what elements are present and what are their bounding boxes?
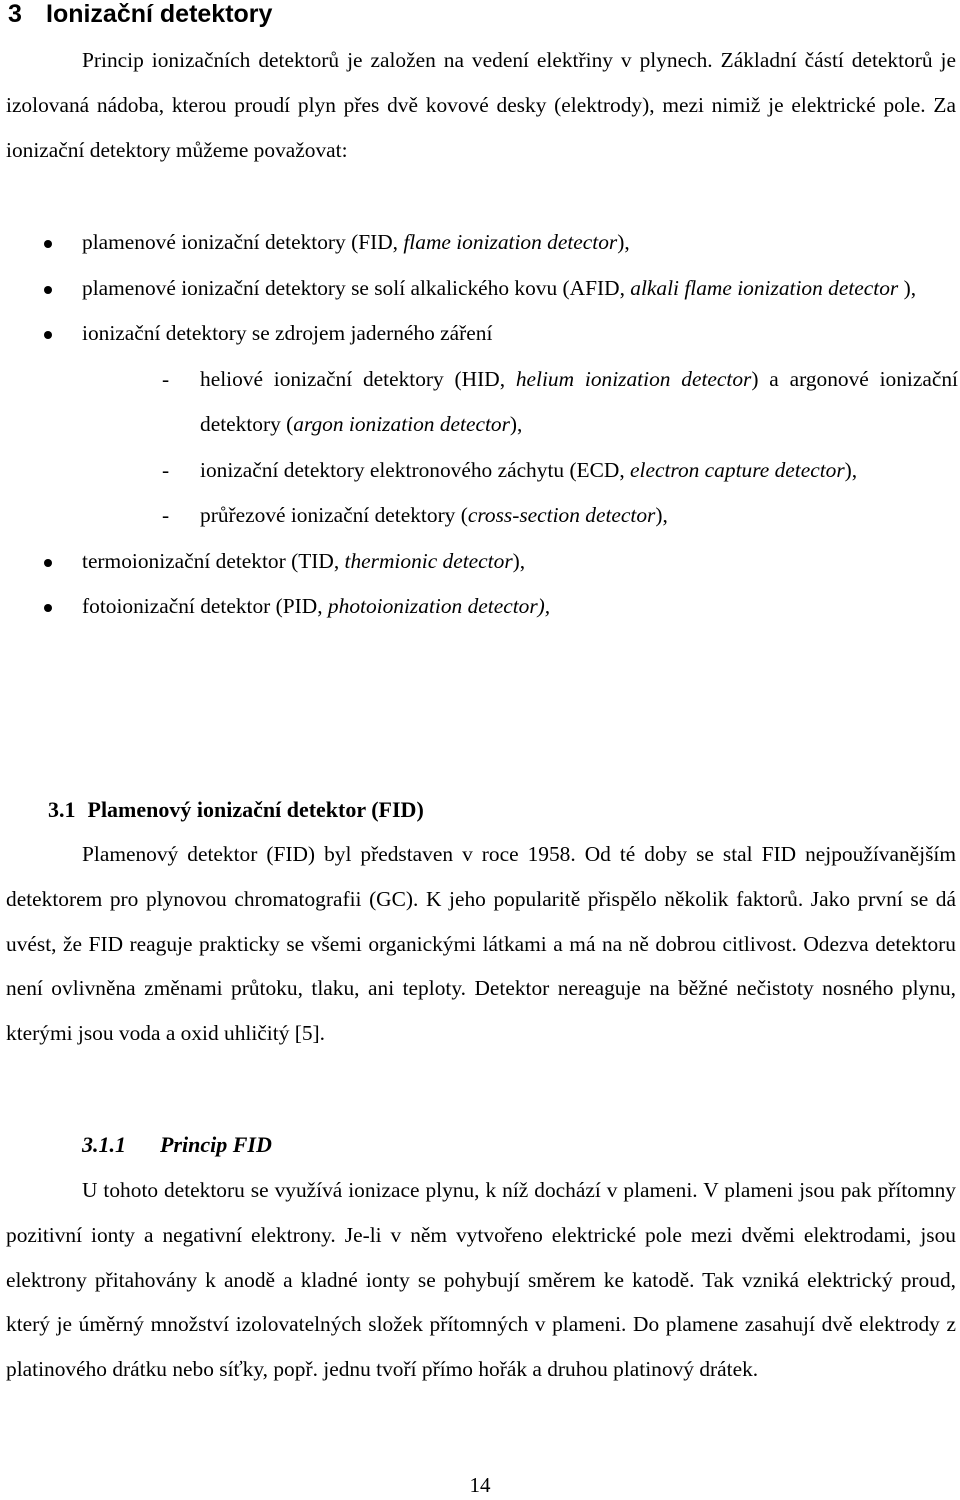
sub-list-item bbox=[0, 357, 958, 448]
subsection-number: 3.1 bbox=[48, 797, 76, 822]
list-item-tail: ), bbox=[617, 230, 630, 254]
list-item-italic: photoionization detector), bbox=[327, 594, 551, 618]
dash-marker: - bbox=[162, 366, 170, 391]
list-item bbox=[0, 584, 958, 630]
sub-item-text: ionizační detektory elektronového záchytu (ECD, bbox=[200, 457, 631, 482]
subsubsection-number: 3.1.1 bbox=[82, 1132, 126, 1157]
sub-item-tail: ), bbox=[509, 412, 523, 436]
bullet-icon bbox=[44, 559, 52, 567]
list-item-italic: alkali flame ionization detector bbox=[630, 275, 899, 300]
sub-item-text: průřezové ionizační detektory ( bbox=[200, 503, 468, 527]
sub-item-italic: electron capture detector bbox=[630, 457, 845, 482]
subsection-heading bbox=[48, 794, 424, 826]
sub-item-italic: helium ionization detector bbox=[515, 366, 752, 391]
list-item-text: plamenové ionizační detektory se solí alkalického kovu (AFID, bbox=[82, 275, 631, 300]
section-heading bbox=[8, 0, 272, 30]
sub-item-italic: cross-section detector bbox=[467, 503, 656, 527]
list-item-text: plamenové ionizační detektory (FID, bbox=[82, 230, 404, 254]
sub-item-mid: ) a argonové ionizační detektory ( bbox=[200, 366, 958, 436]
section-intro-paragraph: Princip ionizačních detektorů je založen na vedení elektřiny v plynech. Základní částí detektorů je izolovaná nádoba, kterou proudí plyn přes dvě kovové desky (elektrody), mezi nimiž je elektrické pole. Za ionizační detektory můžeme považovat: bbox=[6, 48, 956, 162]
section-title: Ionizační detektory bbox=[46, 0, 273, 28]
bullet-icon bbox=[44, 331, 52, 339]
detector-list bbox=[0, 220, 958, 630]
subsection-title: Plamenový ionizační detektor (FID) bbox=[87, 797, 424, 822]
sub-list-item bbox=[0, 493, 958, 539]
sub-list-item bbox=[0, 448, 958, 494]
list-item bbox=[0, 311, 958, 539]
list-item-text: termoionizační detektor (TID, bbox=[82, 548, 345, 573]
subsubsection-paragraph: U tohoto detektoru se využívá ionizace plynu, k níž dochází v plameni. V plameni jsou pak přítomny pozitivní ionty a negativní elektrony. Je-li v něm vytvořeno elektrické pole mezi dvěmi elektrodami, jsou elektrony přitahovány k anodě a kladné ionty se pohybují směrem ke katodě. Tak vzniká elektrický proud, který je úměrný množství izolovatelných složek přítomných v plameni. Do plamene zasahují dvě elektrody z platinového drátku nebo síťky, popř. jednu tvoří přímo hořák a druhou platinový drátek. bbox=[6, 1178, 956, 1382]
bullet-icon bbox=[44, 604, 52, 612]
list-item-text: fotoionizační detektor (PID, bbox=[82, 594, 328, 618]
list-item bbox=[0, 220, 958, 266]
list-item-text: ionizační detektory se zdrojem jaderného záření bbox=[82, 321, 493, 345]
dash-marker: - bbox=[162, 503, 170, 527]
sub-item-tail: ), bbox=[844, 457, 858, 482]
section-number: 3 bbox=[8, 0, 22, 28]
subsection-paragraph: Plamenový detektor (FID) byl představen v roce 1958. Od té doby se stal FID nejpoužívanějším detektorem pro plynovou chromatografii (GC). K jeho popularitě přispělo několik faktorů. Jako první se dá uvést, že FID reaguje prakticky se všemi organickými látkami a má na ně dobrou citlivost. Odezva detektoru není ovlivněna změnami průtoku, tlaku, ani teploty. Detektor nereaguje na běžné nečistoty nosného plynu, kterými jsou voda a oxid uhličitý [5]. bbox=[6, 842, 956, 1046]
sub-list bbox=[82, 357, 958, 539]
bullet-icon bbox=[44, 240, 52, 248]
list-item-italic: thermionic detector bbox=[344, 548, 513, 573]
list-item-italic: flame ionization detector bbox=[403, 230, 618, 254]
subsubsection-title: Princip FID bbox=[160, 1132, 272, 1157]
subsubsection-heading bbox=[82, 1129, 272, 1161]
dash-marker: - bbox=[162, 457, 170, 482]
list-item bbox=[0, 539, 958, 585]
bullet-icon bbox=[44, 286, 52, 294]
sub-item-italic-2: argon ionization detector bbox=[293, 412, 510, 436]
list-item-tail: ), bbox=[898, 275, 917, 300]
list-item-tail: ), bbox=[512, 548, 526, 573]
list-item bbox=[0, 266, 958, 312]
sub-item-tail: ), bbox=[655, 503, 668, 527]
page-number: 14 bbox=[469, 1473, 491, 1497]
sub-item-text: heliové ionizační detektory (HID, bbox=[200, 366, 516, 391]
